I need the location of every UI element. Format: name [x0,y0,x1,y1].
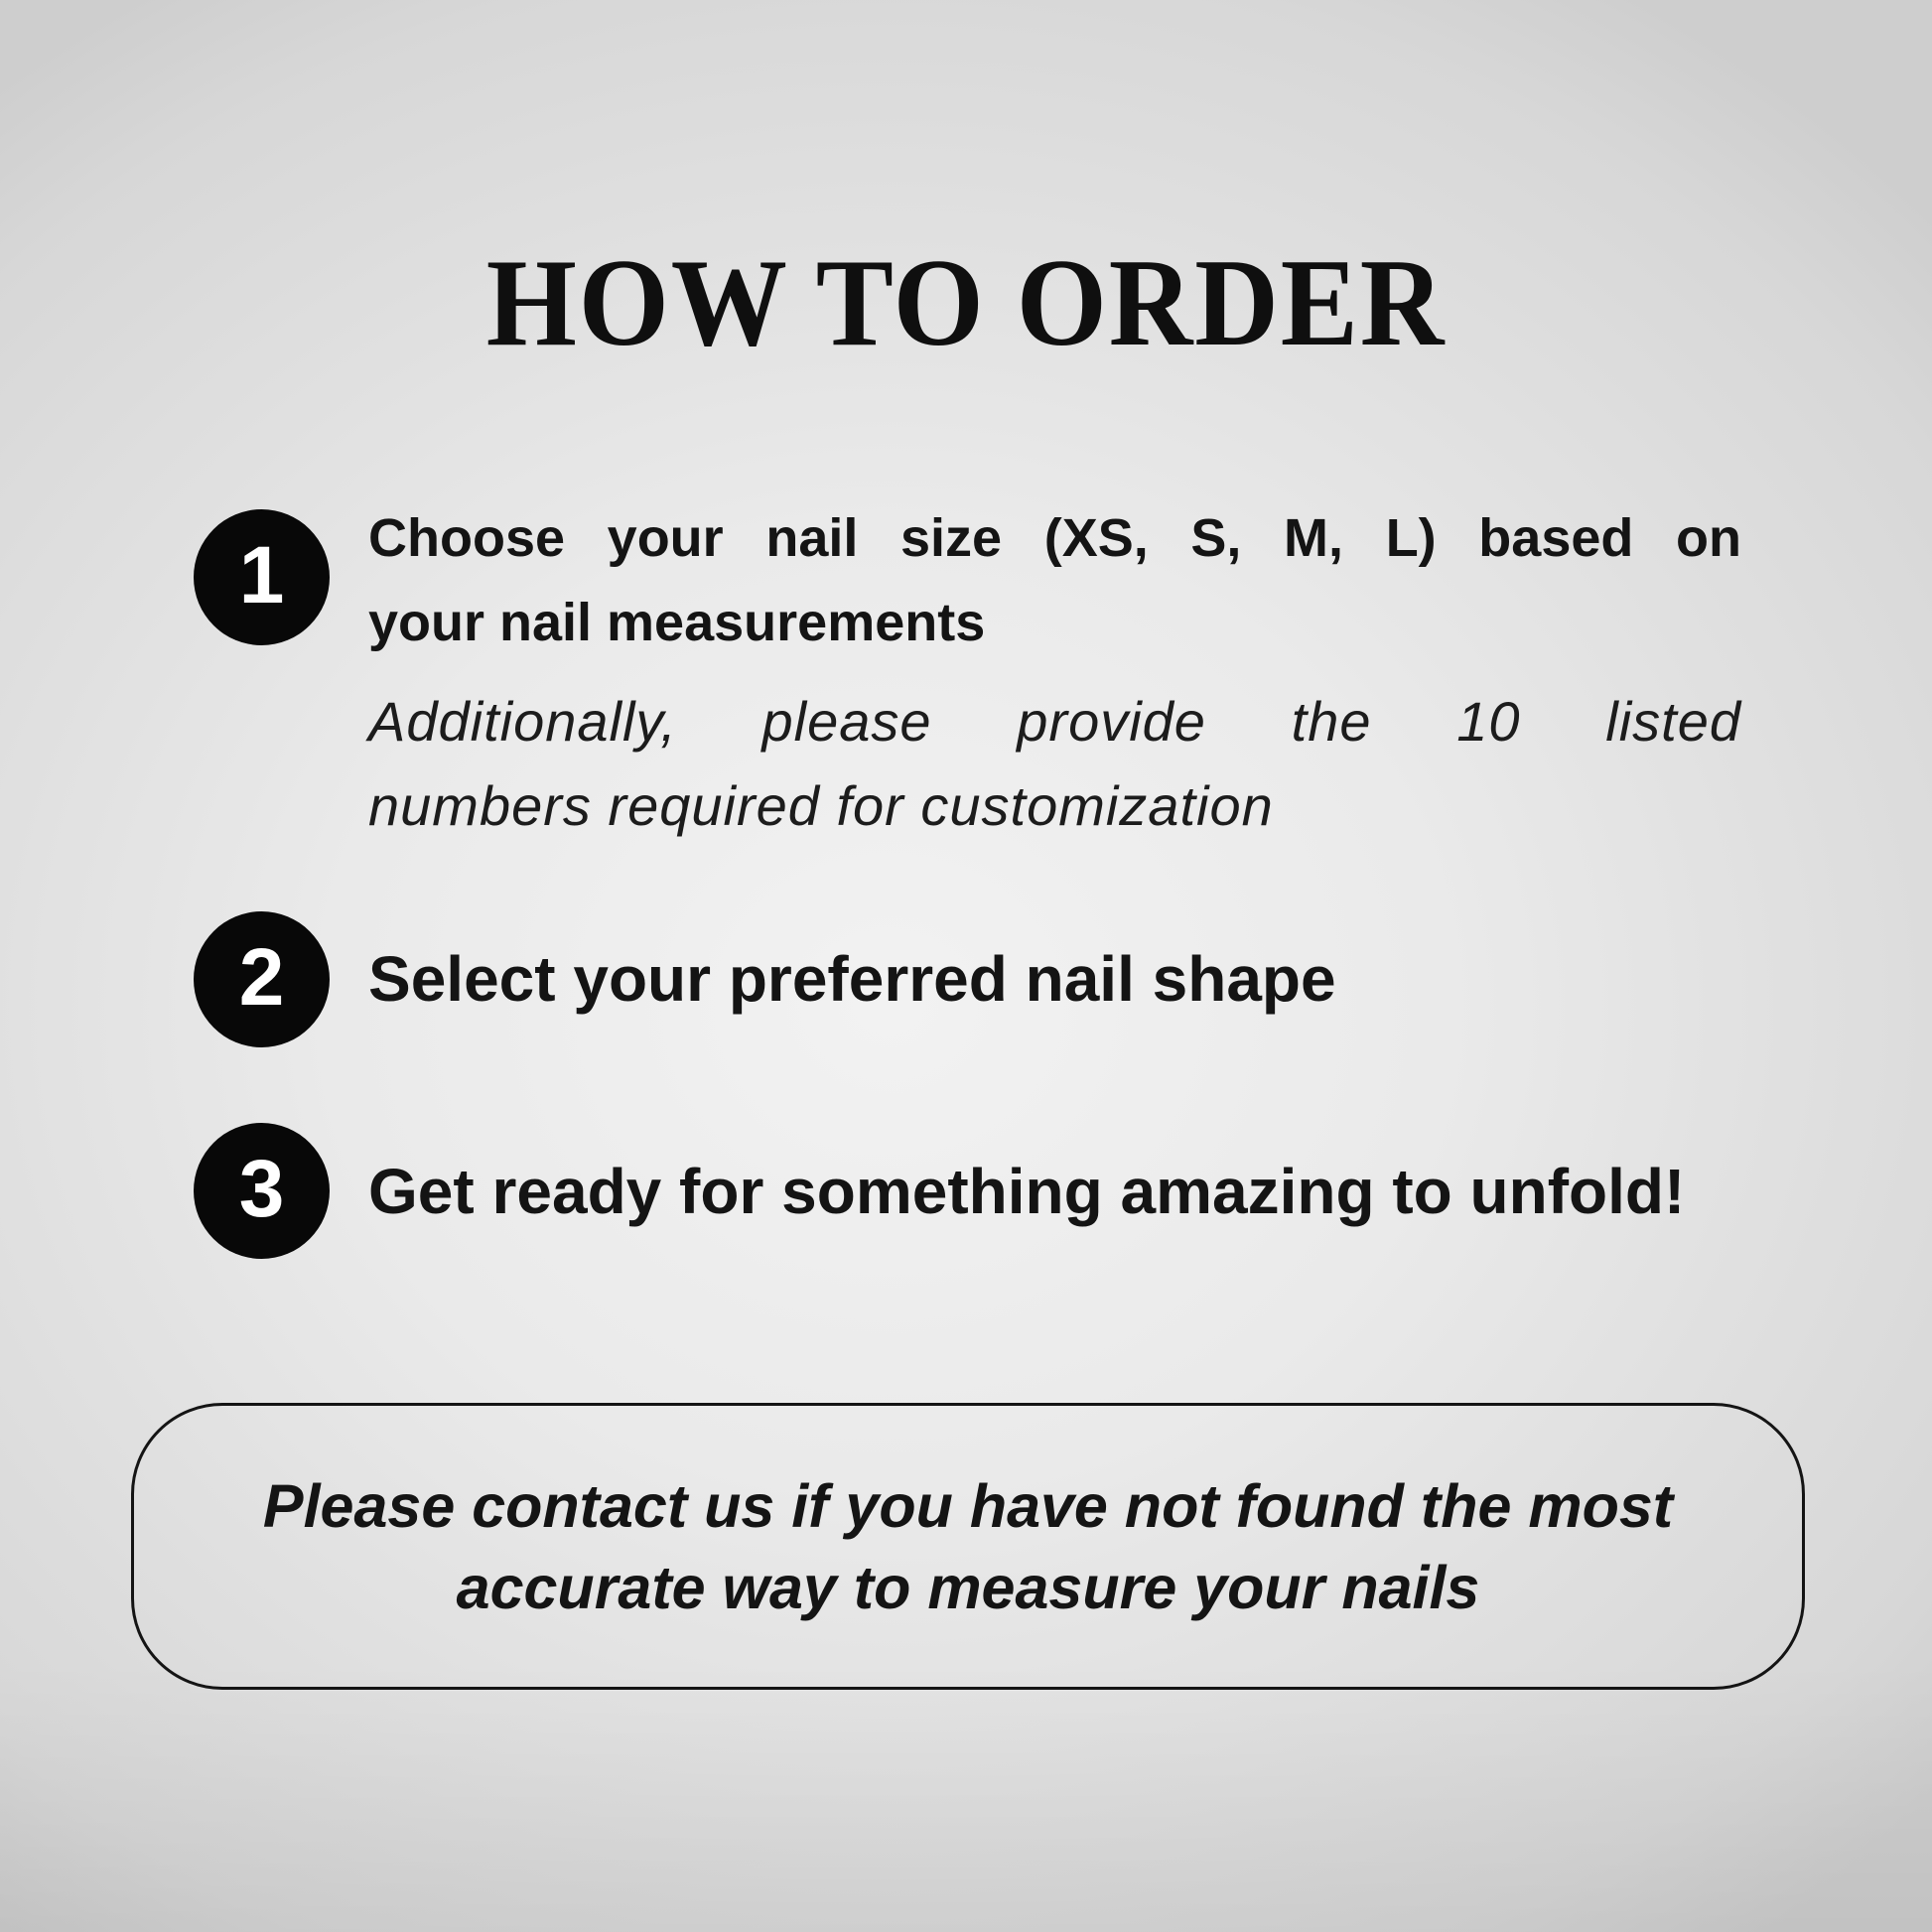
step-2-number: 2 [238,931,285,1023]
contact-note-line-2: accurate way to measure your nails [456,1553,1480,1621]
step-1-note [368,679,1741,848]
step-3-title-line-1: Get ready for something amazing to unfold! [368,1156,1686,1227]
step-1-title-line-2: your nail measurements [368,593,986,652]
step-1-note-line-1: Additionally, please provide the 10 listed [368,690,1741,753]
step-2-badge [194,911,330,1047]
step-2-title-line-1: Select your preferred nail shape [368,943,1336,1015]
step-3-title [368,1150,1741,1234]
step-1-number: 1 [238,529,285,621]
step-3-badge [194,1123,330,1259]
step-2-title [368,937,1741,1022]
contact-note-line-1: Please contact us if you have not found the most [262,1471,1674,1540]
page-title: HOW TO ORDER [485,234,1447,372]
step-1-badge [194,509,330,645]
contact-note-box [131,1403,1805,1690]
step-3-number: 3 [238,1143,285,1234]
step-1-note-line-2: numbers required for customization [368,774,1274,837]
step-1-title [368,496,1741,665]
step-1-title-line-1: Choose your nail size (XS, S, M, L) based on [368,508,1741,568]
